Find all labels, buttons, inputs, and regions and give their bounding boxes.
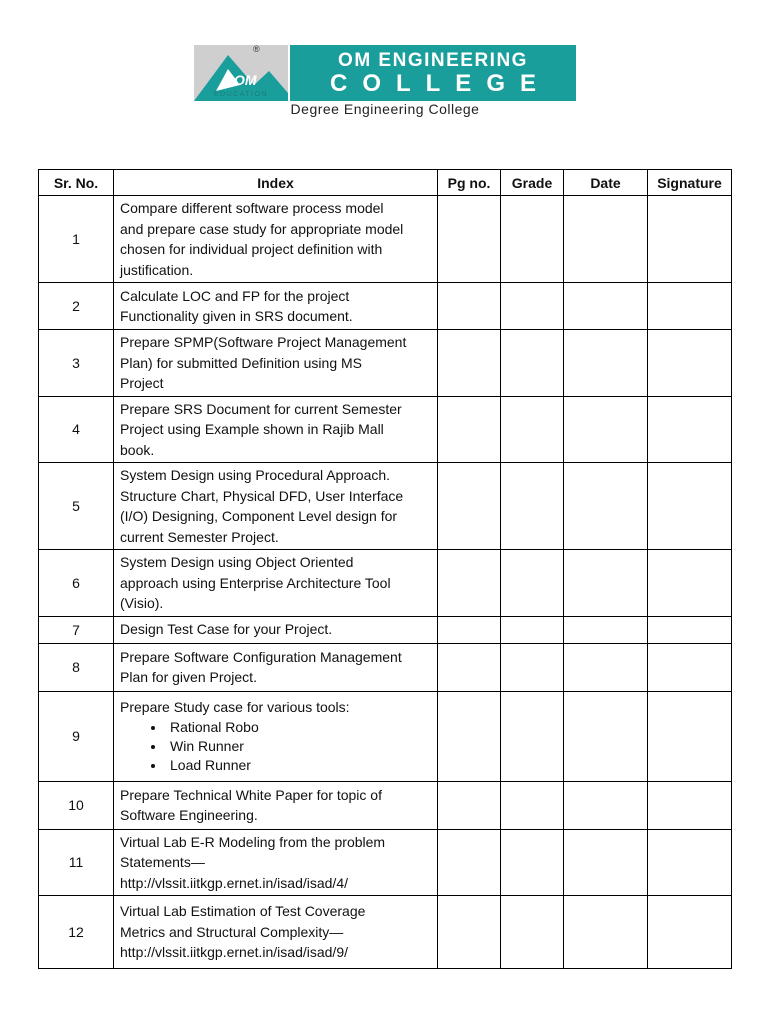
column-header-grade: Grade [501, 170, 564, 196]
date-cell [564, 896, 648, 969]
index-text: Prepare Study case for various tools: [120, 699, 350, 716]
pg-no-cell [438, 463, 501, 550]
table-row [39, 781, 732, 829]
index-text: Calculate LOC and FP for the project Functionality given in SRS document. [120, 287, 353, 324]
pg-no-cell [438, 691, 501, 781]
grade-cell [501, 550, 564, 617]
registered-mark: ® [253, 44, 260, 54]
tool-list-item: • Load Runner [166, 756, 431, 775]
pg-no-cell [438, 550, 501, 617]
pg-no-cell [438, 196, 501, 283]
logo-education-text: EDUCATION [213, 91, 269, 98]
table-row [39, 396, 732, 463]
sr-no-cell: 10 [39, 781, 114, 829]
pg-no-cell [438, 643, 501, 691]
signature-cell [648, 283, 732, 330]
pg-no-cell [438, 829, 501, 896]
table-row [39, 896, 732, 969]
grade-cell [501, 283, 564, 330]
college-logo [194, 45, 576, 101]
index-text: Prepare Technical White Paper for topic of Software Engineering. [120, 786, 382, 823]
index-cell [114, 781, 438, 829]
sr-no-cell: 8 [39, 643, 114, 691]
index-cell [114, 643, 438, 691]
pg-no-cell [438, 330, 501, 397]
table-row [39, 463, 732, 550]
date-cell [564, 550, 648, 617]
logo-title-line2: COLLEGE [329, 70, 551, 97]
college-subtitle: Degree Engineering College [290, 101, 480, 117]
grade-cell [501, 829, 564, 896]
table-header-row [39, 170, 732, 196]
date-cell [564, 330, 648, 397]
pg-no-cell [438, 616, 501, 643]
column-header-signature: Signature [648, 170, 732, 196]
signature-cell [648, 691, 732, 781]
pg-no-cell [438, 283, 501, 330]
pg-no-cell [438, 396, 501, 463]
date-cell [564, 196, 648, 283]
column-header-date: Date [564, 170, 648, 196]
signature-cell [648, 330, 732, 397]
sr-no-cell: 2 [39, 283, 114, 330]
grade-cell [501, 616, 564, 643]
signature-cell [648, 896, 732, 969]
index-cell [114, 616, 438, 643]
logo-title-line1: OM ENGINEERING [338, 50, 528, 71]
index-table [38, 169, 732, 969]
date-cell [564, 643, 648, 691]
grade-cell [501, 196, 564, 283]
signature-cell [648, 643, 732, 691]
index-cell [114, 283, 438, 330]
table-row [39, 550, 732, 617]
date-cell [564, 396, 648, 463]
index-text: Design Test Case for your Project. [120, 621, 333, 638]
tool-list-item: • Rational Robo [166, 718, 431, 737]
signature-cell [648, 196, 732, 283]
index-cell [114, 691, 438, 781]
date-cell [564, 781, 648, 829]
index-cell [114, 396, 438, 463]
tool-list [120, 718, 431, 775]
logo-mark-text: OM [234, 72, 257, 88]
index-text: System Design using Procedural Approach. Structure Chart, Physical DFD, User Interface (I/O) Designing, Component Level design for current Semester Project. [120, 467, 404, 545]
signature-cell [648, 550, 732, 617]
grade-cell [501, 691, 564, 781]
sr-no-cell: 1 [39, 196, 114, 283]
table-row [39, 829, 732, 896]
index-text: Prepare SPMP(Software Project Management Plan) for submitted Definition using MS Project [120, 334, 407, 391]
grade-cell [501, 896, 564, 969]
index-cell [114, 196, 438, 283]
table-row [39, 196, 732, 283]
sr-no-cell: 4 [39, 396, 114, 463]
index-cell [114, 330, 438, 397]
signature-cell [648, 463, 732, 550]
grade-cell [501, 463, 564, 550]
index-text: System Design using Object Oriented approach using Enterprise Architecture Tool (Visio). [120, 554, 391, 611]
sr-no-cell: 6 [39, 550, 114, 617]
index-cell [114, 463, 438, 550]
index-text: Compare different software process model and prepare case study for appropriate model chosen for individual project definition with justification. [120, 200, 404, 278]
index-cell [114, 550, 438, 617]
column-header-sr-no: Sr. No. [39, 170, 114, 196]
grade-cell [501, 330, 564, 397]
date-cell [564, 691, 648, 781]
sr-no-cell: 5 [39, 463, 114, 550]
date-cell [564, 283, 648, 330]
index-text: Prepare Software Configuration Management Plan for given Project. [120, 648, 402, 685]
signature-cell [648, 781, 732, 829]
table-row [39, 643, 732, 691]
signature-cell [648, 396, 732, 463]
sr-no-cell: 3 [39, 330, 114, 397]
date-cell [564, 463, 648, 550]
table-row [39, 330, 732, 397]
sr-no-cell: 9 [39, 691, 114, 781]
index-cell [114, 896, 438, 969]
table-row [39, 616, 732, 643]
grade-cell [501, 781, 564, 829]
index-cell [114, 829, 438, 896]
grade-cell [501, 396, 564, 463]
sr-no-cell: 7 [39, 616, 114, 643]
pg-no-cell [438, 896, 501, 969]
table-row [39, 283, 732, 330]
index-text: Virtual Lab Estimation of Test Coverage Metrics and Structural Complexity— http://vlssit.iitkgp.ernet.in/isad/isad/9/ [120, 903, 366, 961]
date-cell [564, 829, 648, 896]
logo-band [290, 45, 576, 101]
column-header-index: Index [114, 170, 438, 196]
signature-cell [648, 616, 732, 643]
tool-list-item: • Win Runner [166, 737, 431, 756]
grade-cell [501, 643, 564, 691]
pg-no-cell [438, 781, 501, 829]
date-cell [564, 616, 648, 643]
column-header-pg-no: Pg no. [438, 170, 501, 196]
table-row [39, 691, 732, 781]
sr-no-cell: 11 [39, 829, 114, 896]
logo-mark-icon [194, 45, 288, 101]
signature-cell [648, 829, 732, 896]
sr-no-cell: 12 [39, 896, 114, 969]
index-text: Prepare SRS Document for current Semester Project using Example shown in Rajib Mall book. [120, 400, 402, 458]
index-text: Virtual Lab E-R Modeling from the problem Statements— http://vlssit.iitkgp.ernet.in/isad/isad/4/ [120, 833, 386, 891]
